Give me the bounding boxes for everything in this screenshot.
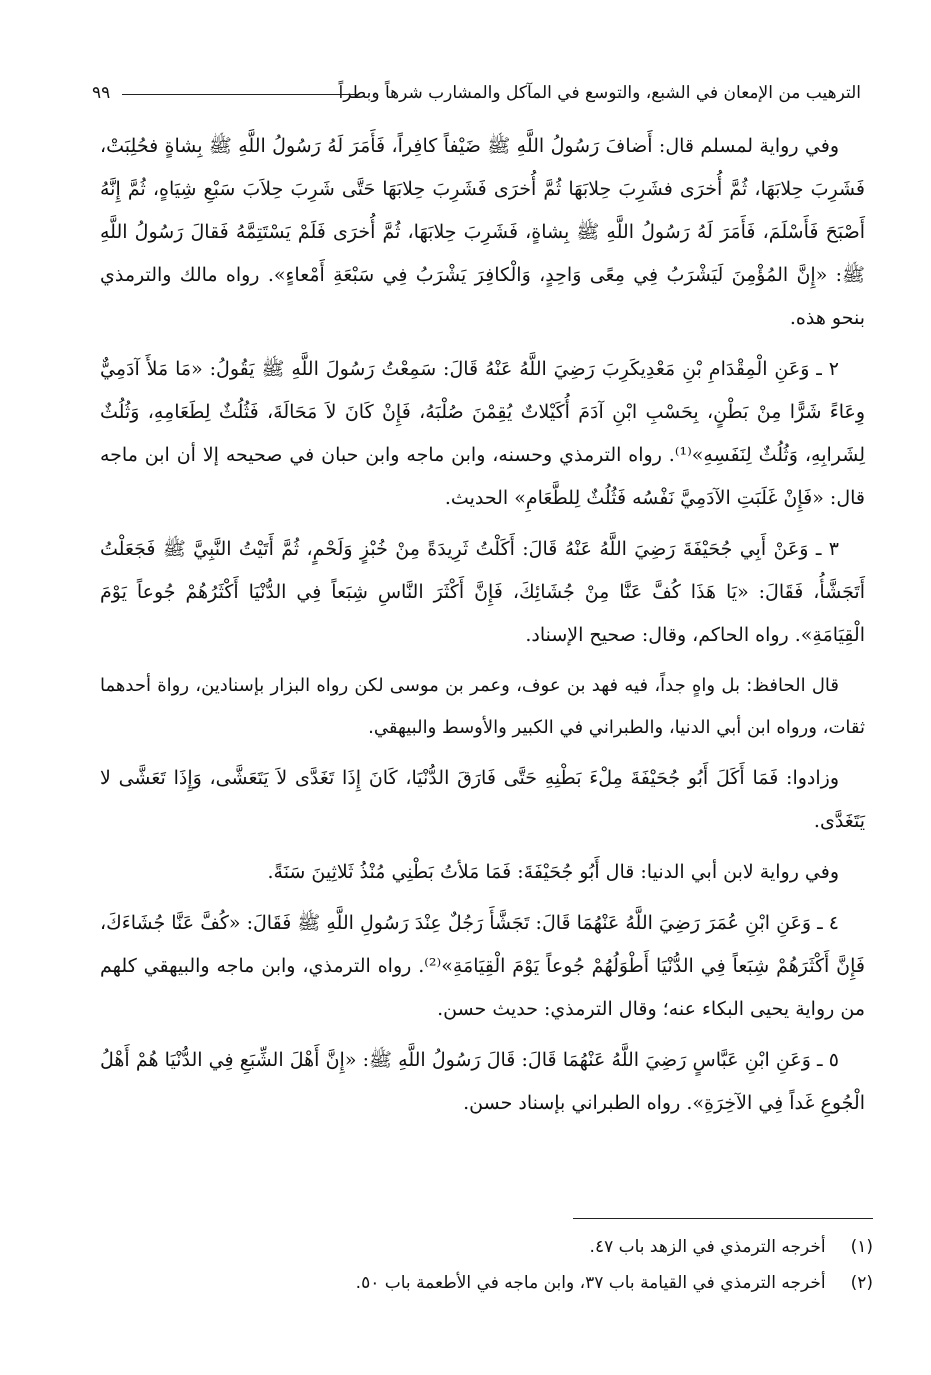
- footnote-1: [100, 1229, 873, 1265]
- footnote-number: (٢): [850, 1273, 873, 1293]
- footnotes: [100, 1218, 873, 1301]
- main-text: [100, 125, 865, 1133]
- paragraph-muslim-narration: وفي رواية لمسلم قال: أَضافَ رَسُولُ اللَّهِ ﷺ ضَيْفاً كافِراً، فَأَمَرَ لَهُ رَسُولُ اللَّهِ ﷺ بِشاةٍ فحُلِبَتْ، فَشَرِبَ حِلابَهَا، ثُمَّ أُخرَى فشَرِبَ حِلابَهَا ثُمَّ أُخرَى فَشَرِبَ حِلابَهَا حَتَّى شَرِبَ حِلاَبَ سَبْعِ شِيَاهٍ، ثُمَّ إِنَّهُ أَصْبَحَ فَأَسْلَمَ، فَأَمَرَ لَهُ رَسُولُ اللَّهِ ﷺ بِشاةٍ، فَشَرِبَ حِلابَهَا، ثُمَّ أُخرَى فَلَمْ يَسْتَتِمَّهُ فَقالَ رَسُولُ اللَّهِ ﷺ: «إِنَّ المُؤْمِنَ لَيَشْرَبُ فِي مِعًى وَاحِدٍ، وَالْكافِرَ يَشْرَبُ فِي سَبْعَةِ أَمْعاءٍ». رواه مالك والترمذي بنحو هذه.: [100, 135, 865, 329]
- hadith-2: ٢ ـ وَعَنِ الْمِقْدَامِ بْنِ مَعْدِيكَرِبَ رَضِيَ اللَّهُ عَنْهُ قَالَ: سَمِعْتُ رَسُولَ اللَّهِ ﷺ يَقُولُ: «مَا مَلأَ آدَمِيٌّ وِعَاءً شَرًّا مِنْ بَطْنٍ، بِحَسْبِ ابْنِ آدَمَ أُكَيْلاتٌ يُقِمْنَ صُلْبَهُ، فَإِنْ كَانَ لاَ مَحَالَةَ، فَثُلُثٌ لِطَعَامِهِ، وَثُلُثٌ لِشَرابِهِ، وَثُلُثٌ لِنَفَسِهِ»⁽¹⁾. رواه الترمذي وحسنه، وابن ماجه وابن حبان في صحيحه إلا أن ابن ماجه قال: «فَإِنْ غَلَبَتِ الآدَمِيَّ نَفْسُه فَثُلُثٌ لِلطَّعَامِ» الحديث.: [100, 358, 865, 509]
- hafiz-comment: قال الحافظ: بل واهٍ جداً، فيه فهد بن عوف، وعمر بن موسى لكن رواه البزار بإسنادين، رواة أحدهما ثقات، ورواه ابن أبي الدنيا، والطبراني في الكبير والأوسط والبيهقي.: [100, 675, 865, 738]
- footnote-2: [100, 1265, 873, 1301]
- page-number: ٩٩: [92, 83, 111, 103]
- footnote-text: أخرجه الترمذي في الزهد باب ٤٧.: [589, 1237, 826, 1257]
- footnote-rule: [573, 1218, 873, 1219]
- page-header: [92, 78, 861, 112]
- ibn-abi-dunya-narration: وفي رواية لابن أبي الدنيا: قال أَبُو جُحَيْفَةَ: فَمَا مَلأتُ بَطْنِي مُنْذُ ثَلاثِينَ سَنَةً.: [267, 861, 839, 883]
- running-title: الترهيب من الإمعان في الشبع، والتوسع في المآكل والمشارب شرهاً وبطراً: [338, 83, 861, 103]
- footnote-number: (١): [850, 1237, 873, 1257]
- hadith-5: ٥ ـ وَعَنِ ابْنِ عَبَّاسٍ رَضِيَ اللَّهُ عَنْهُمَا قَالَ: قَالَ رَسُولُ اللَّهِ ﷺ: «إِنَّ أَهْلَ الشِّبَعِ فِي الدُّنْيَا هُمْ أَهْلُ الْجُوعِ غَداً فِي الآخِرَةِ». رواه الطبراني بإسناد حسن.: [100, 1049, 865, 1114]
- addition-note: وزادوا: فَمَا أَكَلَ أَبُو جُحَيْفَةَ مِلْءَ بَطْنِهِ حَتَّى فَارَقَ الدُّنْيَا، كَانَ إِذَا تَغَدَّى لاَ يَتَعَشَّى، وَإِذَا تَعَشَّى لا يَتَغَدَّى.: [100, 767, 865, 832]
- hadith-4: ٤ ـ وَعَنِ ابْنِ عُمَرَ رَضِيَ اللَّهُ عَنْهُمَا قَالَ: تَجَشَّأَ رَجُلٌ عِنْدَ رَسُولِ اللَّهِ ﷺ فَقَالَ: «كُفَّ عَنَّا جُشَاءَكَ، فَإِنَّ أَكْثَرَهُمْ شِبَعاً فِي الدُّنْيَا أَطْوَلُهُمْ جُوعاً يَوْمَ الْقِيَامَةِ»⁽²⁾. رواه الترمذي، وابن ماجه والبيهقي كلهم من رواية يحيى البكاء عنه؛ وقال الترمذي: حديث حسن.: [100, 912, 866, 1020]
- header-rule: [122, 94, 357, 95]
- footnote-text: أخرجه الترمذي في القيامة باب ٣٧، وابن ماجه في الأطعمة باب ٥٠.: [355, 1273, 826, 1293]
- hadith-3: ٣ ـ وَعَنْ أَبِي جُحَيْفَةَ رَضِيَ اللَّهُ عَنْهُ قَالَ: أَكَلْتُ ثَرِيدَةً مِنْ خُبْزٍ وَلَحْمٍ، ثُمَّ أَتَيْتُ النَّبِيَّ ﷺ فَجَعَلْتُ أَتَجَشَّأُ، فَقَالَ: «يَا هَذَا كُفَّ عَنَّا مِنْ جُشَائِكَ، فَإِنَّ أَكْثَرَ النَّاسِ شِبَعاً فِي الدُّنْيَا أَكْثَرُهُمْ جُوعاً يَوْمَ الْقِيَامَةِ». رواه الحاكم، وقال: صحيح الإسناد.: [100, 538, 865, 646]
